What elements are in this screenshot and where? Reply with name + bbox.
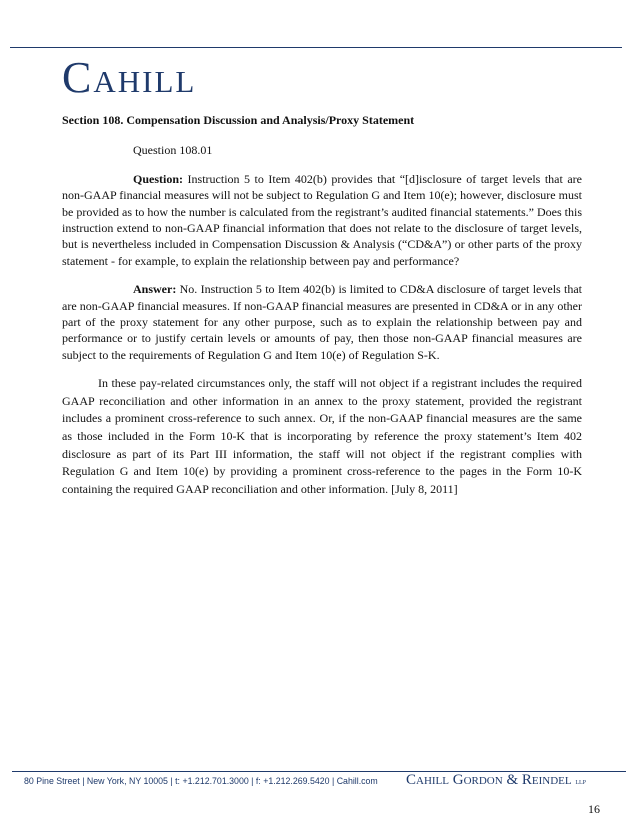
question-text: Instruction 5 to Item 402(b) provides that “[d]isclosure of target levels that are non-GAAP financial measures will not be subject to Regulation G and Item 10(e); however, disclosure must be provided as to how the number is calculated from the registrant’s audited financial statements.” Does this instruction extend to non-GAAP financial information that does not relate to the disclosure of target levels, but is nevertheless included in Compensation Discussion & Analysis (“CD&A”) or other parts of the proxy statement - for example, to explain the relationship between pay and performance? [62, 171, 582, 268]
answer-paragraph [62, 281, 582, 363]
cahill-logo: Cahill [62, 53, 197, 102]
footer-address: 80 Pine Street | New York, NY 10005 | t: +1.212.701.3000 | f: +1.212.269.5420 | Cahill.com [24, 776, 378, 786]
firm-suffix: llp [575, 776, 586, 786]
answer-label: Answer: [133, 282, 177, 297]
page-number: 16 [588, 802, 600, 816]
footer [12, 771, 626, 793]
question-label: Question: [133, 171, 184, 186]
header-rule [10, 47, 622, 48]
section-title: Section 108. Compensation Discussion and Analysis/Proxy Statement [62, 113, 415, 127]
footer-firm-name [406, 772, 586, 789]
firm-name-text: Cahill Gordon & Reindel [406, 772, 572, 788]
question-paragraph [62, 171, 582, 269]
answer-text: No. Instruction 5 to Item 402(b) is limited to CD&A disclosure of target levels that are non-GAAP financial measures. If non-GAAP financial measures are presented in CD&A or in any other part of the proxy statement for any other purpose, such as to explain the relationship between pay and performance or to justify certain levels or amounts of pay, then those non-GAAP financial measures are subject to the requirements of Regulation G and Item 10(e) of Regulation S-K. [62, 282, 582, 362]
document-body [62, 112, 582, 510]
followup-paragraph: In these pay-related circumstances only, the staff will not object if a registrant includes the required GAAP reconciliation and other information in an annex to the proxy statement, provided the registrant includes a prominent cross-reference to such annex. Or, if the non-GAAP financial measures are the same as those included in the Form 10-K that is incorporating by reference the proxy statement’s Item 402 disclosure as part of its Part III information, the staff will not object if the registrant complies with Regulation G and Item 10(e) by providing a prominent cross-reference to the pages in the Form 10-K containing the required GAAP reconciliation and other information. [July 8, 2011] [62, 376, 582, 496]
question-number: Question 108.01 [133, 143, 213, 158]
